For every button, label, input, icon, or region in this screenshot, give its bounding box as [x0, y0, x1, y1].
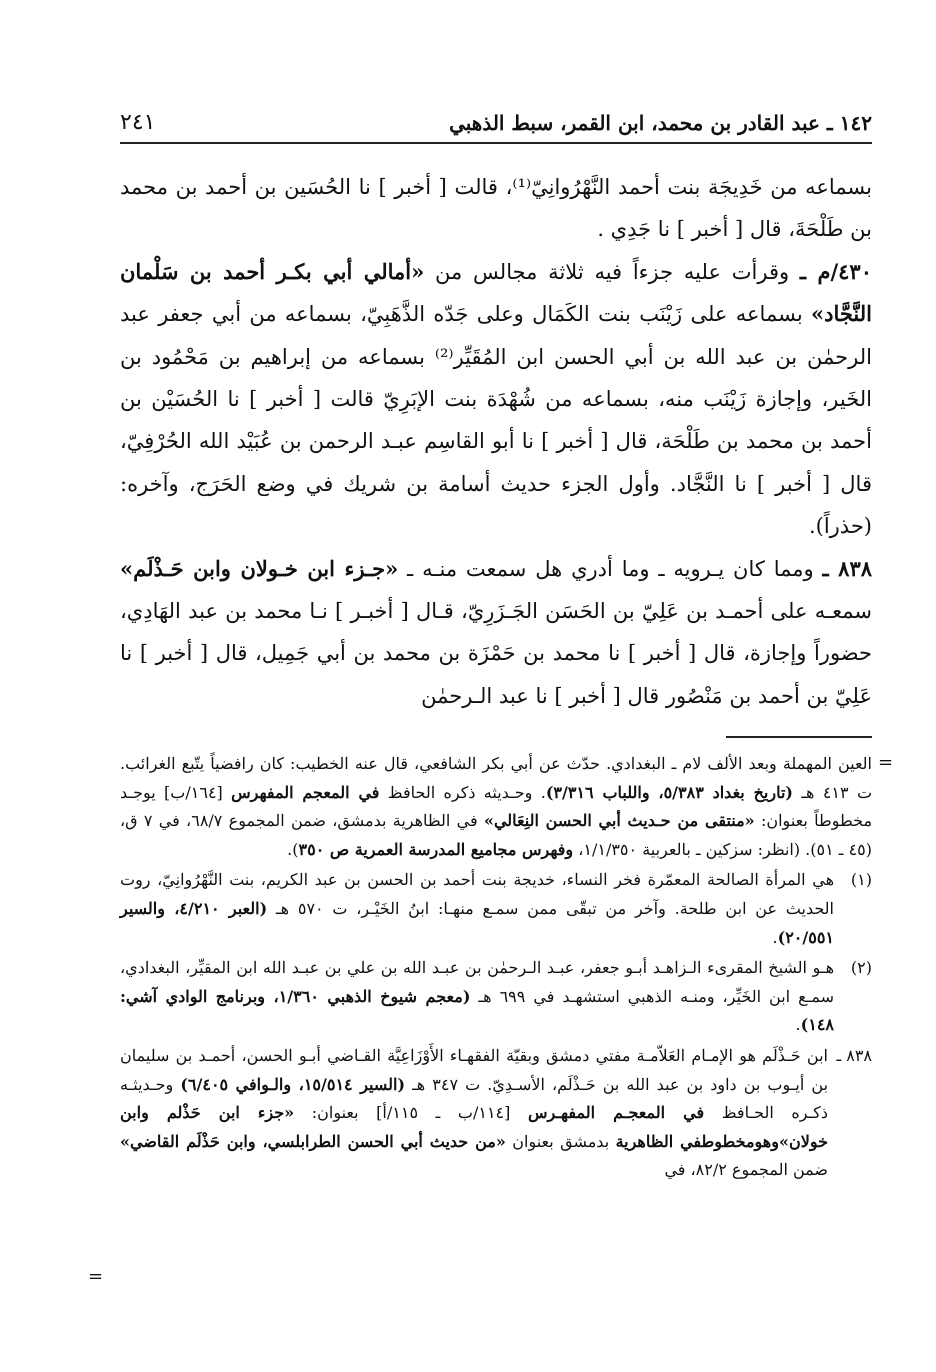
entry-430m [120, 251, 872, 548]
continuation-mark: = [88, 1266, 104, 1287]
citation: (معجم شيوخ الذهبي ١/٣٦٠، وبرنامج الوادي آشي: ١٤٨) [120, 986, 834, 1035]
footnote-text: . [772, 927, 778, 947]
footnote-marker: ٨٣٨ ـ [836, 1045, 872, 1065]
entry-text: سمعـه على أحمـد بن عَلِيّ بن الحَسَن الجَـزَرِيّ، قـال [ أخبـر ] نـا محمد بن عبد الهَادِي، حضوراً وإجازة، قال [ أخبر ] نا محمد بن حَمْزَة بن محمد بن أبي جَمِيل، قال [ أخبر ] نا عَلِيّ بن أحمد بن مَنْصُور قال [ أخبر ] نا عبد الـرحمٰن [120, 599, 872, 708]
book-title: «أمالي أبي بكـر أحمد بن سَلْمان النَّجَّاد» [120, 258, 872, 327]
citation: (تاريخ بغداد ٥/٣٨٣، واللباب ٣/٣١٦) [545, 782, 793, 802]
footnote-text: هي المرأة الصالحة المعمّرة فخر النساء، خديجة بنت أحمد بن الحسن بن عبد الكريم، بنت النَّهْرُوانِيّ، روت الحديث عن ابن طلحة. وآخر من تبقّى ممن سمـع منهـا: ابنُ الخَيْـر، ت ٥٧٠ هـ [120, 870, 835, 918]
paragraph-continuation: بسماعه من خَدِيجَة بنت أحمد النَّهْرُوانِيّ⁽¹⁾، قالت [ أخبر ] نا الحُسَين بن أحمد بن محمد بن طَلْحَةَ، قال [ أخبر ] نا جَدِي . [120, 175, 873, 242]
footnote-text: بدمشق بعنوان [505, 1131, 616, 1151]
footnote-continued [120, 750, 872, 864]
footnote-marker: (٢) [850, 958, 872, 978]
page-header [120, 95, 872, 135]
header-rule [120, 142, 872, 144]
citation: (السير ١٥/٥١٤، والـوافي ٦/٤٠٥) [180, 1074, 406, 1094]
footnote-text: ). [287, 839, 299, 859]
footnote-text: ابن حَـذْلَم هو الإمـام العَلاّمـة مفتي دمشق وبقيّة الفقهـاء الأَوْزَاعِيَّة القـاضي أبـو الحسن، أحمـد بن سليمان بن أيـوب بن داود بن عبد الله بن حَـذْلَم، الأسـدِيّ. ت ٣٤٧ هـ [120, 1045, 829, 1094]
footnote-text: [١١٤/ب ـ ١١٥/أ] بعنوان: [294, 1103, 528, 1123]
page-number: ٢٤١ [120, 110, 156, 135]
main-text [120, 166, 872, 717]
footnote-838 [120, 1042, 872, 1185]
footnote-1 [120, 866, 872, 952]
footnote-text: وحـديثـه ذكـره الحـافظ [120, 1074, 828, 1123]
citation: «من حديث أبي الحسن الطرابلسي، وابن حَذْلَم القاضي» [120, 1131, 506, 1151]
footnote-rule [726, 736, 872, 738]
footnote-text: . وحـديثه ذكره الحافظ [379, 782, 546, 802]
footnote-text: ضمن المجموع ٨٢/٢، في [664, 1160, 828, 1180]
footnote-2 [120, 954, 872, 1040]
citation: (العبر ٤/٢١٠، والسير ٢٠/٥٥١) [120, 898, 834, 947]
entry-number: ٨٣٨ ـ [822, 555, 873, 581]
footnote-text: العين المهملة وبعد الألف لام ـ البغدادي. حدّث عن أبي بكر الشافعي، قال عنه الخطيب: كان رافضياً يتّبع الغرائب. ت ٤١٣ هـ [120, 754, 873, 802]
continuation-mark: = [878, 752, 894, 773]
entry-838 [120, 548, 872, 718]
citation: «منتقى من حـديث أبي الحسن النِعَالي» [483, 811, 755, 831]
entry-number: ٤٣٠/م ـ [799, 258, 872, 284]
book-title: «جـزء ابن خـولان وابن حَـذْلَم» [120, 555, 399, 581]
footnote-text: [١٦٤/ب] يوجـد مخطوطاً بعنوان: [120, 782, 873, 831]
entry-text: وقرأت عليه جزءاً فيه ثلاثة مجالس من [424, 259, 800, 284]
footnotes [120, 750, 872, 1187]
citation: «جزء ابن حَذْلم وابن خولان»وهومخطوطفي الظاهرية [120, 1103, 828, 1151]
citation: في المعجم المفهرس [231, 782, 380, 802]
entry-text: ومما كان يـرويه ـ وما أدري هل سمعت منـه ـ [398, 556, 823, 581]
footnote-text: في الظاهرية بدمشق، ضمن المجموع ٦٨/٧، في ٧ ق، (٤٥ ـ ٥١). (انظر: سزكين ـ بالعربية ١/١/٣٥٠، [120, 811, 872, 859]
footnote-text: هـو الشيخ المقرىء الـزاهـد أبـو جعفر، عبـد الـرحمٰن بن عبـد الله بن علي بن عبـد الله ابن المقيِّر، البغدادي، سمـع ابن الخَيِّر، ومنـه الذهبي استشهـد في ٦٩٩ هـ [120, 958, 835, 1006]
footnote-text: . [795, 1015, 801, 1035]
running-title: ١٤٢ ـ عبد القادر بن محمد، ابن القمر، سبط الذهبي [449, 111, 872, 135]
entry-text: بسماعه على زَيْنَب بنت الكَمَال وعلى جَدّه الذَّهَبِيّ، بسماعه من أبي جعفر عبد الرحمٰن بن عبد الله بن أبي الحسن ابن المُقَيِّر⁽²⁾ بسماعه من إبراهيم بن مَحْمُود بن الخَير، وإجازة زَيْنَب منه، بسماعه من شُهْدَة بنت الإبَرِيّ قالت [ أخبر ] نا الحُسَيْن بن أحمد بن محمد بن طَلْحَة، قال [ أخبر ] نا أبو القاسِم عبـد الرحمن بن عُبَيْد الله الحُرْفِيّ، قال [ أخبر ] نا النَّجَّاد. وأول الجزء حديث أسامة بن شريك في وضع الحَرَج، وآخره: (حذراً). [120, 302, 872, 539]
footnote-marker: (١) [850, 870, 872, 890]
citation: في المعجـم المفهـرس [527, 1103, 705, 1123]
citation: وفهرس مجاميع المدرسة العمرية ص ٣٥٠ [298, 839, 574, 859]
